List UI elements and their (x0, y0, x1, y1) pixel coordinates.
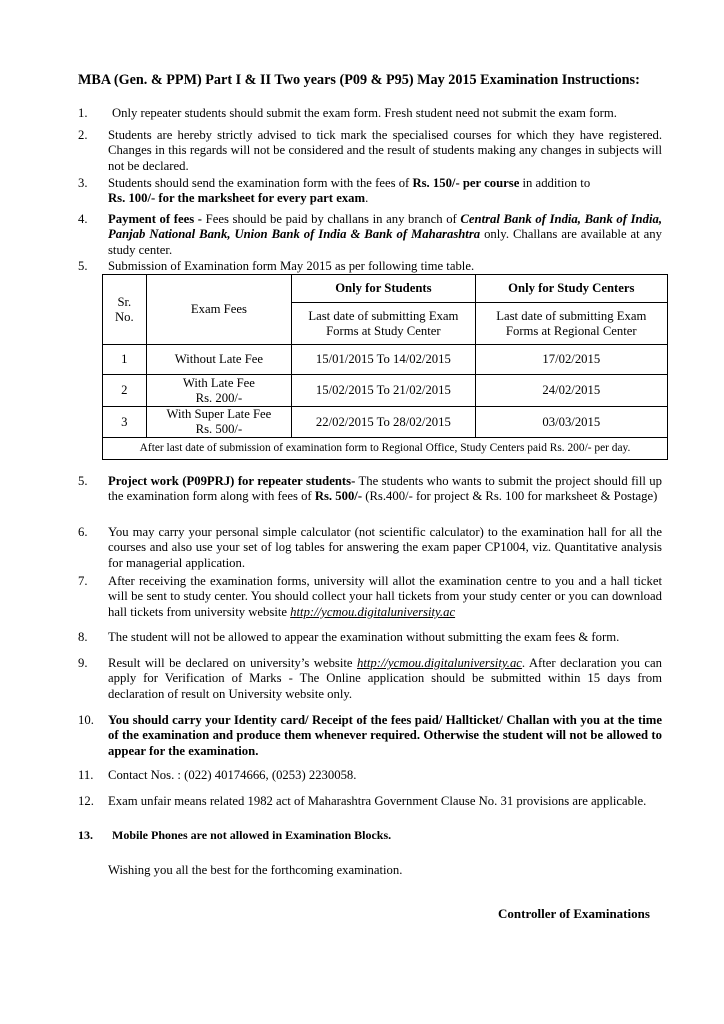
col-fees-header: Exam Fees (146, 275, 291, 345)
closing-wish: Wishing you all the best for the forthcoming examination. (108, 863, 403, 877)
col-students-header: Only for Students (292, 275, 475, 303)
table-footnote: After last date of submission of examination form to Regional Office, Study Centers paid Rs. 200/- per day. (103, 438, 668, 460)
document-title: MBA (Gen. & PPM) Part I & II Two years (P09 & P95) May 2015 Examination Instructions: (78, 72, 640, 88)
col-sr-header: Sr. No. (103, 275, 147, 345)
col-centers-header: Only for Study Centers (475, 275, 667, 303)
exam-timetable (102, 274, 668, 460)
result-website-link[interactable]: http://ycmou.digitaluniversity.ac (357, 656, 522, 670)
university-website-link[interactable]: http://ycmou.digitaluniversity.ac (290, 604, 456, 619)
table-row: 2 With Late Fee Rs. 200/- 15/02/2015 To 21/02/2015 24/02/2015 (103, 375, 668, 407)
signature: Controller of Examinations (498, 906, 650, 921)
sub-students-header: Last date of submitting Exam Forms at Study Center (292, 303, 475, 345)
table-row: 1 Without Late Fee 15/01/2015 To 14/02/2015 17/02/2015 (103, 345, 668, 375)
table-row: 3 With Super Late Fee Rs. 500/- 22/02/2015 To 28/02/2015 03/03/2015 (103, 407, 668, 438)
sub-centers-header: Last date of submitting Exam Forms at Regional Center (475, 303, 667, 345)
